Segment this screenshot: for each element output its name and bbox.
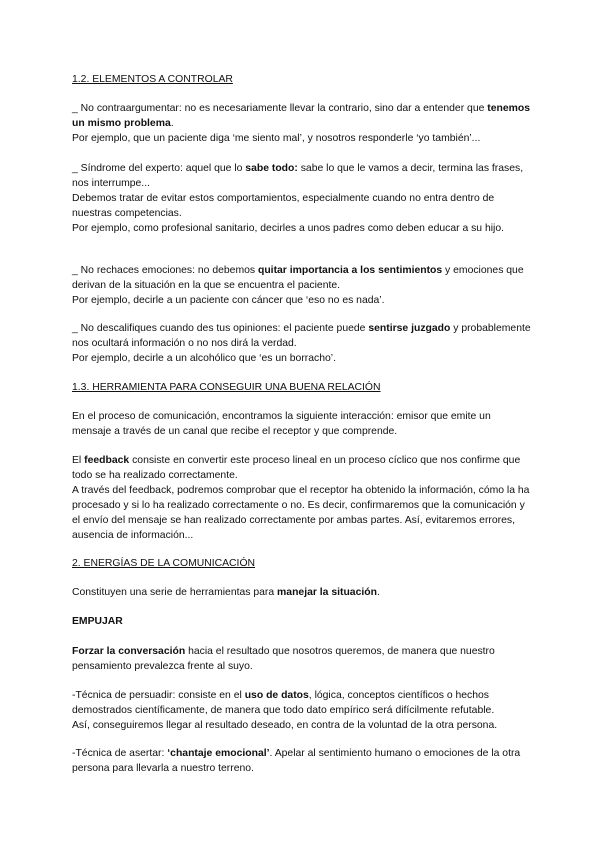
bold-text: uso de datos <box>244 690 309 701</box>
paragraph-sindrome-experto <box>72 161 532 236</box>
paragraph-forzar-conversacion <box>72 644 532 674</box>
bold-text: ‘chantaje emocional’ <box>167 748 270 759</box>
section-heading-1-2: 1.2. ELEMENTOS A CONTROLAR <box>72 74 233 85</box>
paragraph-feedback <box>72 453 532 543</box>
bold-text: tenemos un mismo problema <box>72 103 531 129</box>
bold-text: feedback <box>84 455 130 466</box>
paragraph-line <box>72 263 532 293</box>
text-span: hacia el resultado que nosotros queremos, de manera que nuestro pensamiento prevalezca frente al suyo. <box>72 646 495 672</box>
paragraph-line: Debemos tratar de evitar estos comportamientos, especialmente cuando no entra dentro de nuestras competencias. <box>72 193 495 219</box>
bold-text: EMPUJAR <box>72 616 123 627</box>
text-span: _ No rechaces emociones: no debemos <box>72 265 258 276</box>
text-span: El <box>72 455 85 466</box>
bold-text: Forzar la conversación <box>72 646 186 657</box>
text-span: , lógica, conceptos científicos o hechos demostrados científicamente, de manera que todo dato empírico será difícilmente refutable. <box>72 690 495 716</box>
paragraph-line <box>72 101 532 131</box>
paragraph-line <box>72 161 532 191</box>
text-span: . Apelar al sentimiento humano o emociones de la otra persona para llevarla a nuestro terreno. <box>72 748 521 774</box>
text-span: _ No contraargumentar: no es necesariamente llevar la contrario, sino dar a entender que <box>72 103 485 114</box>
text-span: . <box>170 118 174 129</box>
example-line: Por ejemplo, decirle a un alcohólico que ‘es un borracho’. <box>72 353 336 364</box>
text-span: -Técnica de persuadir: consiste en el <box>72 690 245 701</box>
text-span: sabe lo que le vamos a decir, termina las frases, nos interrumpe... <box>72 163 524 189</box>
bold-text: manejar la situación <box>277 587 377 598</box>
paragraph-line: Así, conseguiremos llegar al resultado deseado, en contra de la voluntad de la otra persona. <box>72 720 498 731</box>
paragraph-rechazar-emociones <box>72 263 532 308</box>
bold-text: sabe todo: <box>245 163 298 174</box>
paragraph-descalificar <box>72 321 532 366</box>
paragraph-line <box>72 453 532 483</box>
paragraph-herramientas <box>72 585 532 600</box>
subheading-empujar <box>72 614 532 629</box>
paragraph-tecnica-asertar <box>72 746 532 776</box>
paragraph-proceso-comunicacion: En el proceso de comunicación, encontramos la siguiente interacción: emisor que emite un mensaje a través de un canal que recibe el receptor y que comprende. <box>72 411 491 437</box>
text-span: y probablemente nos ocultará información o no nos dirá la verdad. <box>72 323 531 349</box>
bold-text: quitar importancia a los sentimientos <box>257 265 443 276</box>
text-span: y emociones que derivan de la situación en la que se encuentra el paciente. <box>72 265 524 291</box>
paragraph-tecnica-persuadir <box>72 688 532 733</box>
paragraph-line: A través del feedback, podremos comprobar que el receptor ha obtenido la información, cómo la ha procesado y si lo ha realizado correctamente o no. Es decir, confirmaremos que la comunicación y el envío del mensaje se han realizado correctamente por ambas partes. Así, evitaremos errores, ausencia de información... <box>72 485 530 541</box>
text-span: _ Síndrome del experto: aquel que lo <box>72 163 246 174</box>
example-line: Por ejemplo, que un paciente diga ‘me siento mal’, y nosotros responderle ‘yo también’... <box>72 133 481 144</box>
paragraph-line <box>72 688 532 718</box>
text-span: Constituyen una serie de herramientas para <box>72 587 278 598</box>
text-span: -Técnica de asertar: <box>72 748 168 759</box>
section-heading-2: 2. ENERGÍAS DE LA COMUNICACIÓN <box>72 558 256 569</box>
example-line: Por ejemplo, decirle a un paciente con cáncer que ‘eso no es nada’. <box>72 295 385 306</box>
section-heading-1-3: 1.3. HERRAMIENTA PARA CONSEGUIR UNA BUENA RELACIÓN <box>72 382 381 393</box>
text-span: consiste en convertir este proceso lineal en un proceso cíclico que nos confirme que todo se ha realizado correctamente. <box>72 455 521 481</box>
paragraph-contraargumentar <box>72 101 532 146</box>
paragraph-line <box>72 321 532 351</box>
example-line: Por ejemplo, como profesional sanitario, decirles a unos padres como deben educar a su hijo. <box>72 223 505 234</box>
bold-text: sentirse juzgado <box>368 323 451 334</box>
text-span: . <box>376 587 380 598</box>
text-span: _ No descalifiques cuando des tus opiniones: el paciente puede <box>72 323 369 334</box>
